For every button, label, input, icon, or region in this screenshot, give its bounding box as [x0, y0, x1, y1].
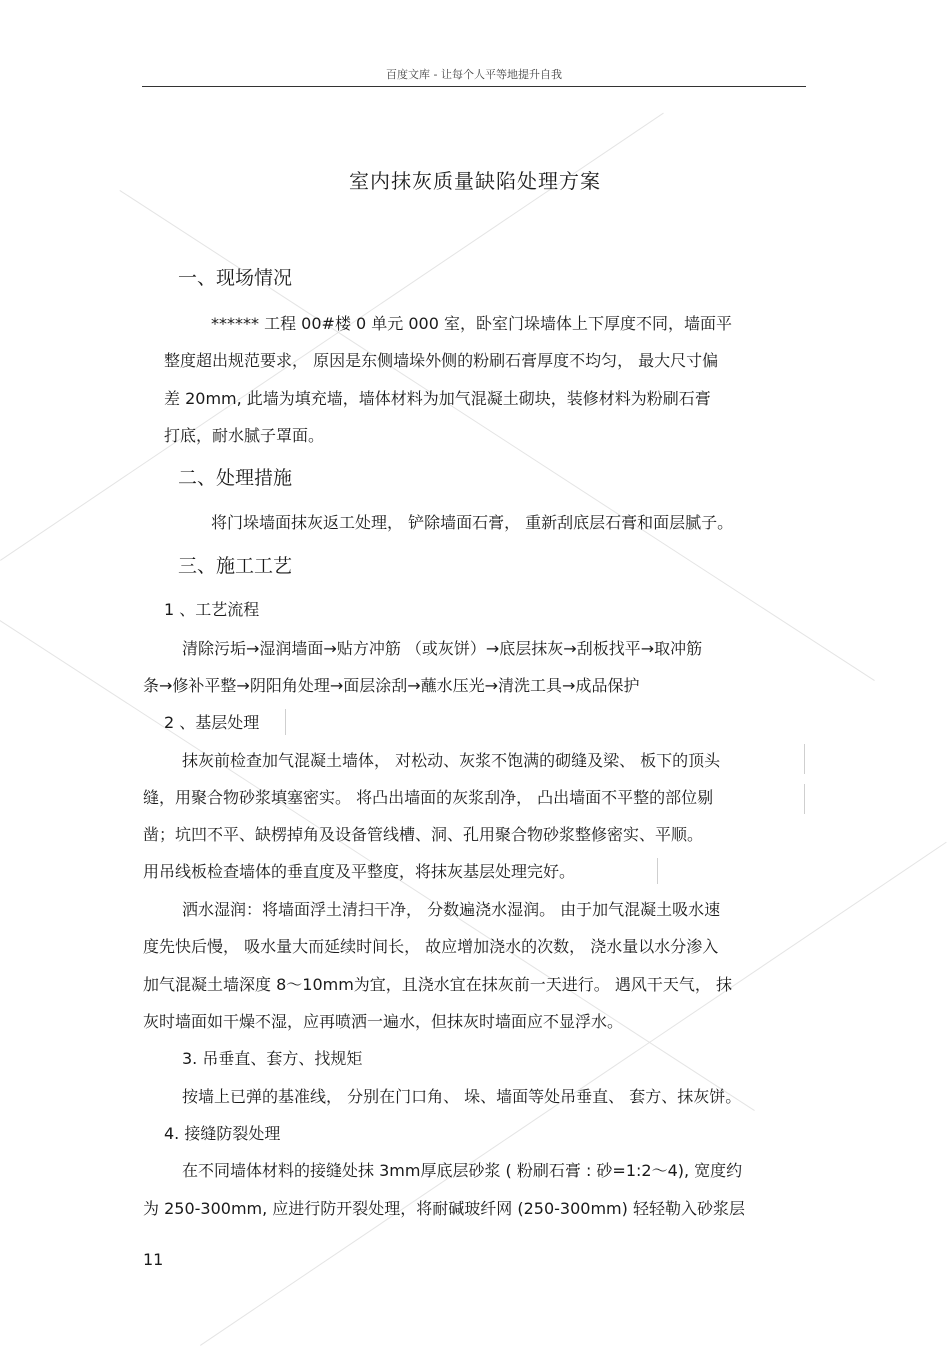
subheading: 3. 吊垂直、套方、找规矩: [182, 1049, 363, 1068]
paragraph-line: 在不同墙体材料的接缝处抹 3mm厚底层砂浆 ( 粉刷石膏 : 砂=1:2～4), 宽度约: [182, 1161, 743, 1180]
paragraph-line: 用吊线板检查墙体的垂直度及平整度，将抹灰基层处理完好。: [143, 862, 576, 881]
paragraph-line: 清除污垢→湿润墙面→贴方冲筋 （或灰饼）→底层抹灰→刮板找平→取冲筋: [182, 639, 703, 658]
section-heading: 三、施工工艺: [178, 555, 293, 577]
paragraph-line: 为 250-300mm, 应进行防开裂处理，将耐碱玻纤网 (250-300mm) 轻轻勒入砂浆层: [143, 1199, 745, 1218]
section-heading: 一、现场情况: [178, 267, 293, 289]
paragraph-line: 抹灰前检查加气混凝土墙体， 对松动、灰浆不饱满的砌缝及梁、 板下的顶头: [182, 751, 721, 770]
paragraph-line: 洒水湿润：将墙面浮土清扫干净， 分数遍浇水湿润。 由于加气混凝土吸水速: [182, 900, 721, 919]
subheading: 4. 接缝防裂处理: [164, 1124, 281, 1143]
paragraph-line: 差 20mm, 此墙为填充墙，墙体材料为加气混凝土砌块，装修材料为粉刷石膏: [164, 389, 711, 408]
page-header: 百度文库 - 让每个人平等地提升自我: [386, 68, 562, 81]
paragraph-line: 加气混凝土墙深度 8～10mm为宜，且浇水宜在抹灰前一天进行。 遇风干天气， 抹: [143, 975, 732, 994]
scan-artifact: [804, 744, 805, 774]
header-divider: [142, 86, 806, 87]
paragraph-line: 整度超出规范要求， 原因是东侧墙垛外侧的粉刷石膏厚度不均匀， 最大尺寸偏: [164, 351, 719, 370]
paragraph-line: 打底，耐水腻子罩面。: [164, 426, 325, 445]
paragraph-line: ****** 工程 00#楼 0 单元 000 室，卧室门垛墙体上下厚度不同，墙面平: [211, 314, 733, 333]
document-title: 室内抹灰质量缺陷处理方案: [349, 169, 601, 193]
subheading: 2 、基层处理: [164, 713, 260, 732]
subheading: 1 、工艺流程: [164, 600, 260, 619]
paragraph-line: 度先快后慢， 吸水量大而延续时间长， 故应增加浇水的次数， 浇水量以水分渗入: [143, 937, 719, 956]
paragraph-line: 条→修补平整→阴阳角处理→面层涂刮→蘸水压光→清洗工具→成品保护: [143, 676, 640, 695]
section-heading: 二、处理措施: [178, 467, 293, 489]
paragraph-line: 灰时墙面如干燥不湿，应再喷洒一遍水，但抹灰时墙面应不显浮水。: [143, 1012, 624, 1031]
paragraph-line: 缝，用聚合物砂浆填塞密实。 将凸出墙面的灰浆刮净， 凸出墙面不平整的部位剔: [143, 788, 714, 807]
paragraph-line: 按墙上已弹的基准线， 分别在门口角、 垛、墙面等处吊垂直、 套方、抹灰饼。: [182, 1087, 742, 1106]
scan-artifact: [657, 858, 658, 884]
scan-artifact: [285, 709, 286, 735]
paragraph-line: 将门垛墙面抹灰返工处理， 铲除墙面石膏， 重新刮底层石膏和面层腻子。: [211, 513, 734, 532]
paragraph-line: 凿；坑凹不平、缺楞掉角及设备管线槽、洞、孔用聚合物砂浆整修密实、平顺。: [143, 825, 704, 844]
scan-artifact: [804, 784, 805, 814]
page-number: 11: [143, 1250, 164, 1269]
